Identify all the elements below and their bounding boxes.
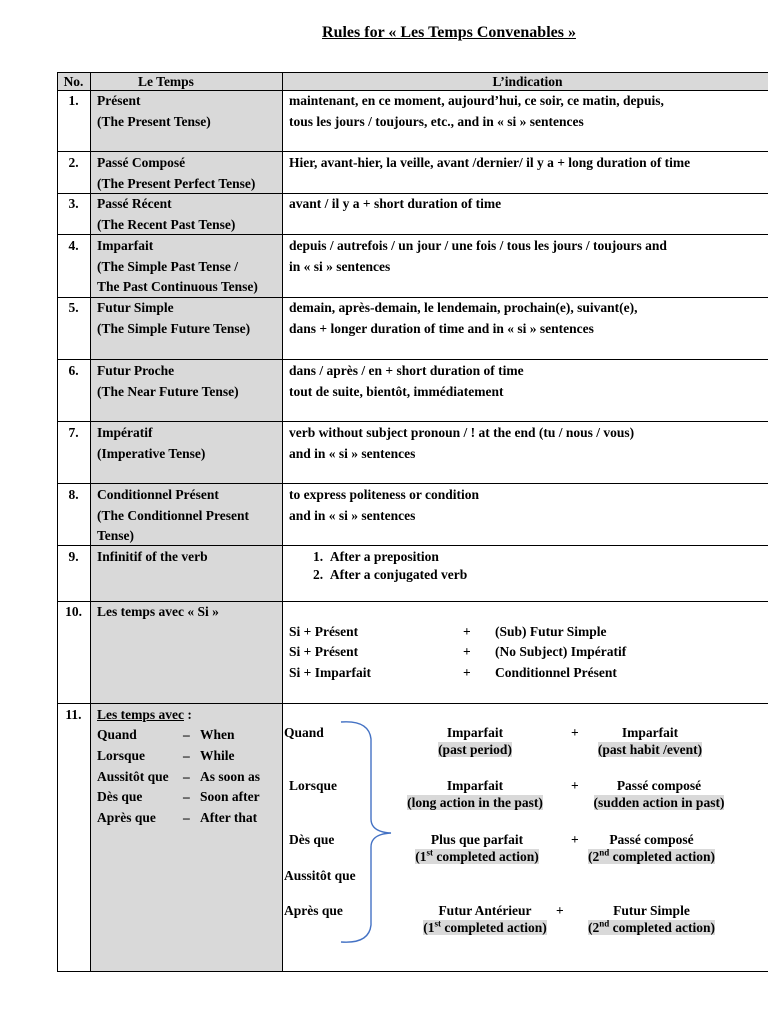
row-number: 3. [68, 196, 79, 211]
indication-text: tout de suite, bientôt, immédiatement [289, 384, 504, 399]
tense-left: Imparfait [446, 725, 504, 740]
usage-left: (1st completed action) [415, 847, 539, 864]
tense-english: Tense) [97, 528, 135, 543]
si-result: (No Subject) Impératif [495, 644, 627, 659]
row-number: 6. [68, 363, 79, 378]
tense-right: Passé composé [616, 778, 702, 793]
header-tense: Le Temps [138, 74, 194, 89]
left-label: Après que [284, 903, 343, 918]
si-condition: Si + Imparfait [289, 665, 371, 680]
usage-right: (2nd completed action) [588, 918, 715, 935]
conj-en: While [200, 748, 235, 763]
indication-text: dans + longer duration of time and in « si » sentences [289, 321, 594, 336]
tense-english: (The Near Future Tense) [97, 384, 239, 399]
conj-dash: – [183, 789, 190, 804]
plus-sign: + [463, 624, 471, 639]
row-number: 5. [68, 300, 79, 315]
conj-en: As soon as [200, 769, 261, 784]
left-label: Lorsque [289, 778, 338, 793]
usage-right: (sudden action in past) [593, 795, 725, 810]
indication-text: maintenant, en ce moment, aujourd’hui, ce soir, ce matin, depuis, [289, 93, 664, 108]
row-number: 9. [68, 549, 79, 564]
tense-english: (Imperative Tense) [97, 446, 206, 461]
conj-dash: – [183, 748, 190, 763]
tense-english: (The Recent Past Tense) [97, 217, 236, 232]
tense-english: The Past Continuous Tense) [97, 279, 258, 294]
row-number: 10. [65, 604, 82, 619]
row-number: 1. [68, 93, 79, 108]
list-item: 1. After a preposition [313, 549, 439, 564]
conj-en: When [200, 727, 235, 742]
row-number: 2. [68, 155, 79, 170]
tense-name: Conditionnel Présent [97, 487, 219, 502]
tense-english: (The Present Tense) [97, 114, 211, 129]
header-no: No. [63, 74, 84, 89]
plus-sign: + [571, 725, 579, 740]
tense-name: Présent [97, 93, 141, 108]
header-indication: L’indication [492, 74, 563, 89]
plus-sign: + [556, 903, 564, 918]
tense-name: Passé Composé [97, 155, 186, 170]
list-item: 2. After a conjugated verb [313, 567, 468, 582]
tense-english: (The Present Perfect Tense) [97, 176, 256, 191]
tense-english: (The Simple Past Tense / [97, 259, 239, 274]
plus-sign: + [571, 778, 579, 793]
indication-text: Hier, avant-hier, la veille, avant /dernier/ il y a + long duration of time [289, 155, 691, 170]
tense-name: Imparfait [97, 238, 154, 253]
plus-sign: + [463, 665, 471, 680]
tense-right: Futur Simple [613, 903, 690, 918]
tense-right: Imparfait [621, 725, 679, 740]
left-label: Quand [284, 725, 324, 740]
indication-text: demain, après-demain, le lendemain, prochain(e), suivant(e), [289, 300, 638, 315]
tense-name: Futur Simple [97, 300, 174, 315]
left-label: Dès que [289, 832, 335, 847]
usage-left: (1st completed action) [423, 918, 547, 935]
conj-en: Soon after [200, 789, 260, 804]
si-result: Conditionnel Présent [495, 665, 617, 680]
tense-name: Infinitif of the verb [97, 549, 208, 564]
usage-right: (past habit /event) [597, 742, 703, 757]
usage-left: (long action in the past) [407, 795, 543, 810]
conj-fr: Après que [97, 810, 156, 825]
indication-text: and in « si » sentences [289, 446, 416, 461]
si-condition: Si + Présent [289, 624, 359, 639]
conj-fr: Quand [97, 727, 137, 742]
row-number: 7. [68, 425, 79, 440]
indication-text: dans / après / en + short duration of time [289, 363, 524, 378]
row-heading: Les temps avec : [97, 707, 192, 722]
si-result: (Sub) Futur Simple [495, 624, 607, 639]
conj-fr: Aussitôt que [97, 769, 169, 784]
indication-text: verb without subject pronoun / ! at the end (tu / nous / vous) [289, 425, 635, 440]
tense-right: Passé composé [609, 832, 694, 847]
tense-left: Imparfait [446, 778, 504, 793]
tense-name: Les temps avec « Si » [97, 604, 219, 619]
row-number: 8. [68, 487, 79, 502]
conj-dash: – [183, 810, 190, 825]
tense-english: (The Conditionnel Present [97, 508, 250, 523]
row-number: 11. [65, 707, 82, 722]
tense-name: Impératif [97, 425, 153, 440]
conj-fr: Lorsque [97, 748, 146, 763]
usage-left: (past period) [438, 742, 512, 757]
left-label: Aussitôt que [284, 868, 356, 883]
plus-sign: + [571, 832, 579, 847]
page-title: Rules for « Les Temps Convenables » [322, 24, 576, 41]
conj-en: After that [200, 810, 258, 825]
indication-text: and in « si » sentences [289, 508, 416, 523]
conj-fr: Dès que [97, 789, 143, 804]
usage-right: (2nd completed action) [588, 847, 715, 864]
tense-name: Futur Proche [97, 363, 175, 378]
si-condition: Si + Présent [289, 644, 359, 659]
tense-name: Passé Récent [97, 196, 172, 211]
tense-english: (The Simple Future Tense) [97, 321, 251, 336]
indication-text: avant / il y a + short duration of time [289, 196, 502, 211]
tense-left: Plus que parfait [430, 832, 524, 847]
indication-text: in « si » sentences [289, 259, 391, 274]
row-number: 4. [68, 238, 79, 253]
indication-text: tous les jours / toujours, etc., and in « si » sentences [289, 114, 584, 129]
indication-text: depuis / autrefois / un jour / une fois / tous les jours / toujours and [289, 238, 667, 253]
tense-left: Futur Antérieur [438, 903, 532, 918]
conj-dash: – [183, 727, 190, 742]
conj-dash: – [183, 769, 190, 784]
plus-sign: + [463, 644, 471, 659]
indication-text: to express politeness or condition [289, 487, 480, 502]
